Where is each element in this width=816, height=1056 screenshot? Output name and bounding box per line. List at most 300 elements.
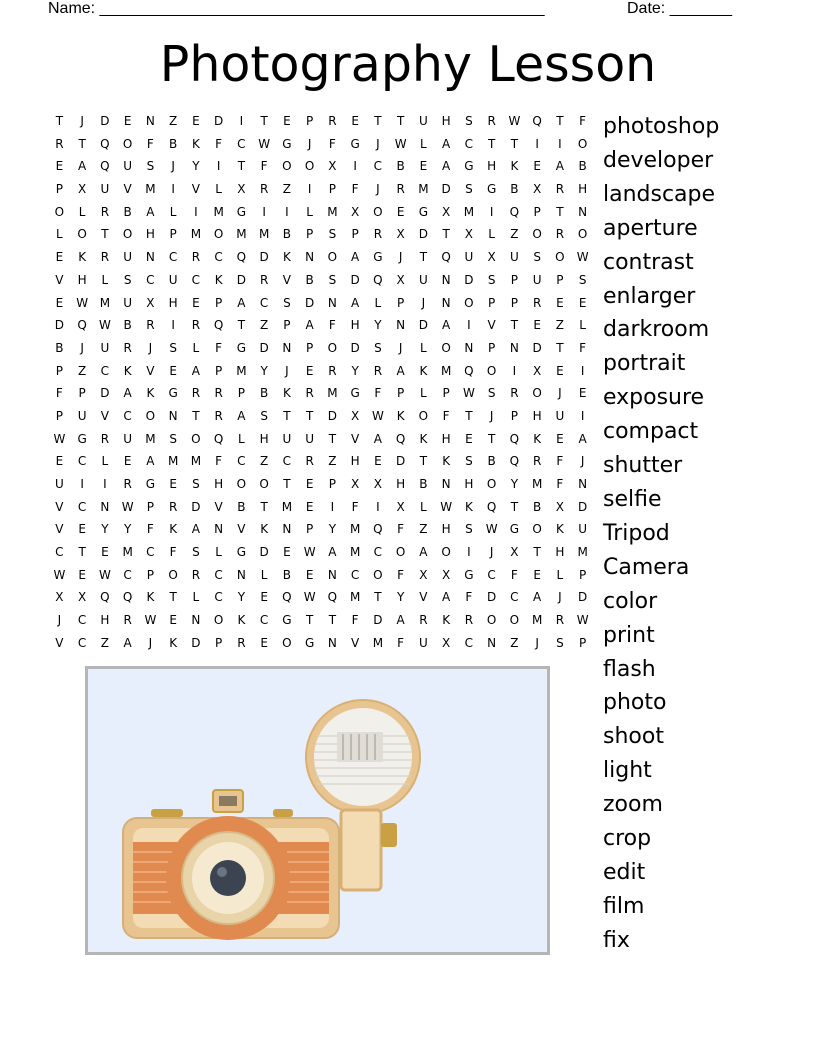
grid-letter: O <box>373 567 383 582</box>
grid-letter: F <box>351 613 359 628</box>
grid-letter: J <box>558 386 562 401</box>
grid-letter: D <box>100 114 110 128</box>
grid-letter: M <box>281 499 293 514</box>
grid-letter: W <box>576 250 589 265</box>
word-list-item: print <box>603 622 655 648</box>
grid-letter: J <box>580 454 585 469</box>
grid-letter: B <box>533 499 542 514</box>
grid-letter: L <box>420 499 427 514</box>
grid-letter: E <box>305 363 314 378</box>
word-list-item: landscape <box>603 181 716 207</box>
grid-letter: O <box>486 613 497 628</box>
grid-letter: F <box>556 477 564 491</box>
grid-letter: T <box>419 250 428 265</box>
grid-letter: R <box>419 613 428 628</box>
grid-letter: J <box>398 250 403 265</box>
grid-letter: S <box>192 477 200 491</box>
grid-letter: P <box>442 386 450 401</box>
grid-letter: C <box>214 567 223 582</box>
grid-letter: V <box>237 522 246 537</box>
grid-letter: D <box>54 318 64 333</box>
grid-letter: L <box>238 431 245 446</box>
grid-letter: Y <box>237 590 246 605</box>
grid-letter: E <box>465 431 473 446</box>
grid-letter: J <box>535 635 539 650</box>
grid-letter: N <box>191 613 201 628</box>
grid-letter: V <box>214 499 223 514</box>
grid-letter: O <box>532 522 542 537</box>
grid-letter: G <box>282 613 292 628</box>
grid-row <box>48 314 594 337</box>
grid-letter: T <box>192 408 200 423</box>
grid-letter: M <box>99 295 111 310</box>
grid-letter: L <box>420 136 427 151</box>
grid-row <box>48 269 594 292</box>
word-list-item: enlarger <box>603 283 696 309</box>
grid-row <box>48 178 594 201</box>
grid-letter: L <box>56 227 63 242</box>
grid-letter: V <box>191 182 200 197</box>
grid-letter: E <box>556 431 564 446</box>
grid-letter: V <box>55 499 64 514</box>
grid-letter: U <box>100 182 110 197</box>
grid-letter: Q <box>509 454 520 469</box>
grid-letter: R <box>55 136 64 151</box>
grid-letter: V <box>55 522 64 537</box>
grid-letter: O <box>327 250 338 265</box>
word-list-item: Tripod <box>603 520 670 546</box>
grid-letter: O <box>373 204 383 219</box>
grid-letter: O <box>532 227 542 242</box>
grid-letter: E <box>78 567 86 582</box>
grid-letter: X <box>396 272 405 287</box>
grid-letter: U <box>464 250 474 265</box>
grid-letter: U <box>123 159 133 174</box>
grid-letter: S <box>465 182 473 197</box>
grid-letter: D <box>259 250 269 265</box>
grid-letter: J <box>558 590 562 605</box>
word-list-item: zoom <box>603 792 663 818</box>
word-list-item: photoshop <box>603 114 720 139</box>
grid-letter: G <box>350 386 360 401</box>
grid-letter: N <box>214 522 224 537</box>
grid-letter: M <box>190 227 202 242</box>
grid-letter: S <box>260 408 268 423</box>
grid-letter: P <box>146 567 154 582</box>
grid-letter: F <box>374 386 382 401</box>
grid-letter: N <box>441 477 451 491</box>
grid-letter: O <box>213 613 224 628</box>
grid-letter: Q <box>509 204 520 219</box>
grid-letter: N <box>145 114 155 128</box>
word-list-item: portrait <box>603 351 686 377</box>
grid-letter: K <box>78 250 87 265</box>
grid-letter: E <box>55 454 64 469</box>
grid-letter: A <box>78 159 87 174</box>
grid-letter: C <box>77 613 87 628</box>
grid-letter: Z <box>78 363 87 378</box>
grid-letter: R <box>305 454 314 469</box>
grid-letter: X <box>487 250 496 265</box>
grid-letter: E <box>396 204 405 219</box>
word-list-item: flash <box>603 656 656 682</box>
grid-letter: K <box>282 250 291 265</box>
grid-letter: E <box>305 477 314 491</box>
grid-letter: Y <box>374 318 382 333</box>
grid-letter: D <box>236 272 246 287</box>
grid-letter: M <box>167 454 179 469</box>
grid-letter: Q <box>464 363 474 378</box>
grid-letter: N <box>441 272 451 287</box>
grid-letter: D <box>441 182 451 197</box>
grid-letter: B <box>487 454 496 469</box>
grid-letter: P <box>146 499 154 514</box>
grid-letter: B <box>55 340 64 355</box>
grid-letter: L <box>579 318 586 333</box>
grid-letter: D <box>327 408 337 423</box>
word-list-item: fix <box>603 927 630 953</box>
grid-letter: P <box>533 204 541 219</box>
grid-row <box>48 223 594 246</box>
grid-letter: O <box>577 136 588 151</box>
grid-letter: K <box>214 272 223 287</box>
grid-letter: X <box>533 182 542 197</box>
grid-letter: S <box>283 295 291 310</box>
grid-letter: T <box>78 545 86 560</box>
grid-letter: U <box>418 272 428 287</box>
grid-letter: T <box>510 499 519 514</box>
grid-letter: T <box>533 545 541 560</box>
grid-letter: L <box>78 204 86 219</box>
grid-letter: L <box>192 590 200 605</box>
grid-letter: R <box>123 613 132 628</box>
grid-letter: X <box>146 295 155 310</box>
grid-letter: N <box>327 635 337 650</box>
grid-letter: P <box>328 477 336 491</box>
grid-letter: Y <box>123 522 132 537</box>
grid-letter: L <box>192 340 200 355</box>
grid-letter: W <box>303 590 316 605</box>
grid-letter: G <box>282 136 292 151</box>
flash-stem <box>341 810 381 890</box>
grid-row <box>48 450 594 473</box>
grid-letter: T <box>237 318 246 333</box>
grid-letter: G <box>509 522 520 537</box>
grid-letter: G <box>418 204 429 219</box>
grid-letter: P <box>55 363 63 378</box>
grid-row <box>48 405 594 428</box>
grid-letter: P <box>510 295 518 310</box>
grid-letter: T <box>510 136 519 151</box>
grid-letter: X <box>419 567 428 582</box>
grid-letter: C <box>77 454 87 469</box>
grid-letter: U <box>282 431 292 446</box>
grid-letter: L <box>215 182 222 197</box>
grid-letter: O <box>77 227 87 242</box>
grid-letter: H <box>555 545 565 560</box>
grid-letter: H <box>259 431 269 446</box>
grid-letter: M <box>440 363 452 378</box>
word-list-item: color <box>603 588 658 614</box>
grid-letter: G <box>145 477 156 491</box>
grid-letter: U <box>578 522 588 537</box>
grid-letter: P <box>215 295 223 310</box>
grid-letter: X <box>442 567 451 582</box>
grid-letter: F <box>328 136 336 151</box>
grid-letter: D <box>100 386 110 401</box>
grid-letter: A <box>237 295 246 310</box>
grid-letter: K <box>442 454 451 469</box>
grid-letter: T <box>374 590 382 605</box>
grid-letter: B <box>237 499 246 514</box>
word-list-item: selfie <box>603 486 662 512</box>
grid-letter: H <box>578 182 588 197</box>
grid-letter: H <box>350 318 360 333</box>
grid-letter: W <box>98 318 111 333</box>
grid-letter: X <box>396 227 405 242</box>
grid-letter: U <box>418 114 428 128</box>
grid-letter: E <box>123 454 132 469</box>
grid-letter: O <box>304 159 315 174</box>
grid-letter: I <box>80 477 84 491</box>
grid-letter: E <box>101 545 109 560</box>
grid-letter: N <box>487 635 497 650</box>
grid-letter: C <box>191 272 201 287</box>
grid-letter: D <box>350 340 360 355</box>
grid-letter: K <box>419 431 428 446</box>
grid-letter: F <box>260 159 268 174</box>
grid-letter: M <box>145 182 156 197</box>
grid-letter: L <box>420 386 427 401</box>
grid-letter: G <box>304 635 315 650</box>
grid-letter: B <box>123 318 132 333</box>
grid-letter: R <box>237 635 246 650</box>
grid-letter: Q <box>100 159 110 174</box>
date-field-label: Date: _______ <box>627 0 732 17</box>
grid-letter: T <box>101 227 109 242</box>
grid-letter: U <box>418 635 428 650</box>
grid-letter: K <box>533 431 542 446</box>
grid-letter: X <box>442 204 451 219</box>
grid-letter: X <box>464 227 473 242</box>
grid-letter: L <box>420 340 427 355</box>
grid-letter: H <box>145 227 155 242</box>
grid-letter: X <box>237 182 246 197</box>
grid-letter: H <box>464 477 474 491</box>
grid-letter: Y <box>510 477 519 491</box>
grid-letter: G <box>236 545 247 560</box>
grid-letter: X <box>351 477 360 491</box>
grid-letter: M <box>327 204 338 219</box>
grid-letter: N <box>509 340 519 355</box>
grid-letter: Z <box>260 454 269 469</box>
grid-letter: S <box>465 114 473 128</box>
grid-letter: Q <box>395 431 406 446</box>
grid-row <box>48 382 594 405</box>
grid-letter: E <box>55 159 64 174</box>
grid-letter: K <box>237 613 246 628</box>
grid-letter: N <box>168 408 178 423</box>
grid-letter: R <box>259 182 269 197</box>
grid-letter: I <box>558 136 562 151</box>
grid-letter: K <box>396 408 405 423</box>
grid-letter: P <box>510 272 518 287</box>
grid-letter: E <box>123 114 132 128</box>
camera-illustration <box>85 666 550 955</box>
grid-letter: G <box>236 340 247 355</box>
grid-letter: I <box>194 204 198 219</box>
grid-letter: A <box>237 408 246 423</box>
grid-letter: Z <box>419 522 428 537</box>
grid-letter: E <box>283 114 291 128</box>
grid-letter: I <box>467 545 471 560</box>
grid-letter: E <box>578 386 587 401</box>
grid-row <box>48 609 594 632</box>
grid-letter: M <box>349 522 361 537</box>
grid-letter: R <box>328 363 337 378</box>
grid-letter: A <box>328 545 337 560</box>
grid-letter: L <box>556 567 564 582</box>
grid-letter: M <box>531 477 543 491</box>
grid-letter: Z <box>328 454 337 469</box>
grid-letter: S <box>487 386 496 401</box>
grid-letter: X <box>373 477 382 491</box>
grid-letter: E <box>419 159 428 174</box>
grid-letter: C <box>146 272 155 287</box>
grid-letter: R <box>191 386 201 401</box>
word-list-item: shutter <box>603 453 683 479</box>
grid-letter: M <box>236 363 247 378</box>
grid-letter: L <box>101 272 109 287</box>
grid-letter: T <box>305 408 314 423</box>
grid-letter: A <box>351 295 360 310</box>
grid-letter: N <box>396 318 406 333</box>
grid-letter: M <box>372 635 384 650</box>
grid-letter: Q <box>122 590 133 605</box>
grid-letter: Q <box>77 318 87 333</box>
grid-letter: B <box>169 136 178 151</box>
grid-letter: I <box>330 499 335 514</box>
grid-letter: T <box>487 136 496 151</box>
grid-letter: X <box>351 408 360 423</box>
grid-letter: E <box>305 567 314 582</box>
grid-letter: Q <box>327 590 338 605</box>
grid-letter: F <box>351 182 359 197</box>
grid-letter: O <box>122 227 133 242</box>
grid-letter: E <box>192 295 200 310</box>
grid-letter: R <box>100 204 110 219</box>
grid-letter: K <box>510 159 519 174</box>
word-list-item: film <box>603 893 645 919</box>
grid-letter: B <box>282 567 291 582</box>
grid-letter: M <box>349 545 361 560</box>
grid-letter: X <box>78 182 87 197</box>
grid-letter: R <box>123 477 132 491</box>
grid-letter: T <box>442 227 450 242</box>
grid-letter: J <box>285 363 289 378</box>
grid-letter: E <box>533 318 541 333</box>
grid-letter: S <box>123 272 132 287</box>
grid-letter: B <box>282 227 291 242</box>
grid-letter: I <box>376 499 380 514</box>
grid-letter: F <box>146 136 154 151</box>
grid-letter: T <box>419 454 428 469</box>
grid-letter: B <box>419 477 428 491</box>
grid-letter: R <box>191 318 201 333</box>
grid-letter: C <box>214 250 223 265</box>
grid-letter: G <box>373 250 383 265</box>
grid-letter: N <box>305 250 315 265</box>
grid-letter: K <box>464 499 473 514</box>
grid-letter: C <box>373 159 383 174</box>
grid-letter: E <box>78 522 86 537</box>
grid-letter: H <box>350 454 360 469</box>
grid-letter: R <box>555 182 565 197</box>
grid-letter: Z <box>169 114 178 128</box>
grid-letter: Z <box>555 318 564 333</box>
grid-letter: P <box>55 182 63 197</box>
grid-letter: S <box>146 159 155 174</box>
grid-letter: D <box>418 227 428 242</box>
grid-row <box>48 155 594 178</box>
grid-letter: T <box>237 159 246 174</box>
grid-letter: F <box>442 408 450 423</box>
grid-letter: H <box>441 114 451 128</box>
grid-letter: F <box>169 545 177 560</box>
grid-letter: B <box>305 272 314 287</box>
grid-letter: R <box>532 454 542 469</box>
grid-letter: I <box>171 318 175 333</box>
grid-letter: A <box>396 613 405 628</box>
grid-letter: X <box>533 363 542 378</box>
grid-letter: R <box>100 431 110 446</box>
grid-letter: J <box>80 340 84 355</box>
grid-letter: Q <box>282 590 292 605</box>
grid-letter: X <box>396 499 405 514</box>
grid-letter: R <box>123 340 132 355</box>
grid-letter: F <box>215 136 223 151</box>
grid-letter: M <box>349 590 361 605</box>
page-title: Photography Lesson <box>159 36 657 93</box>
grid-letter: I <box>307 182 312 197</box>
grid-letter: O <box>145 408 156 423</box>
grid-letter: R <box>373 363 383 378</box>
grid-letter: E <box>556 295 564 310</box>
grid-letter: R <box>305 386 314 401</box>
grid-letter: H <box>487 159 497 174</box>
grid-letter: P <box>306 522 314 537</box>
grid-letter: I <box>489 204 494 219</box>
grid-letter: T <box>487 431 496 446</box>
grid-letter: E <box>169 363 177 378</box>
grid-letter: J <box>80 114 84 128</box>
grid-letter: P <box>579 635 587 650</box>
grid-letter: P <box>215 635 223 650</box>
grid-letter: P <box>488 295 496 310</box>
grid-letter: P <box>55 408 63 423</box>
grid-letter: O <box>441 545 451 560</box>
grid-letter: J <box>307 136 312 151</box>
grid-letter: J <box>421 295 426 310</box>
grid-letter: P <box>306 227 314 242</box>
grid-letter: M <box>258 227 270 242</box>
word-list-item: photo <box>603 690 667 716</box>
grid-letter: K <box>419 363 428 378</box>
grid-letter: B <box>578 159 587 174</box>
grid-letter: B <box>396 159 405 174</box>
grid-letter: G <box>464 567 474 582</box>
grid-letter: I <box>353 159 357 174</box>
